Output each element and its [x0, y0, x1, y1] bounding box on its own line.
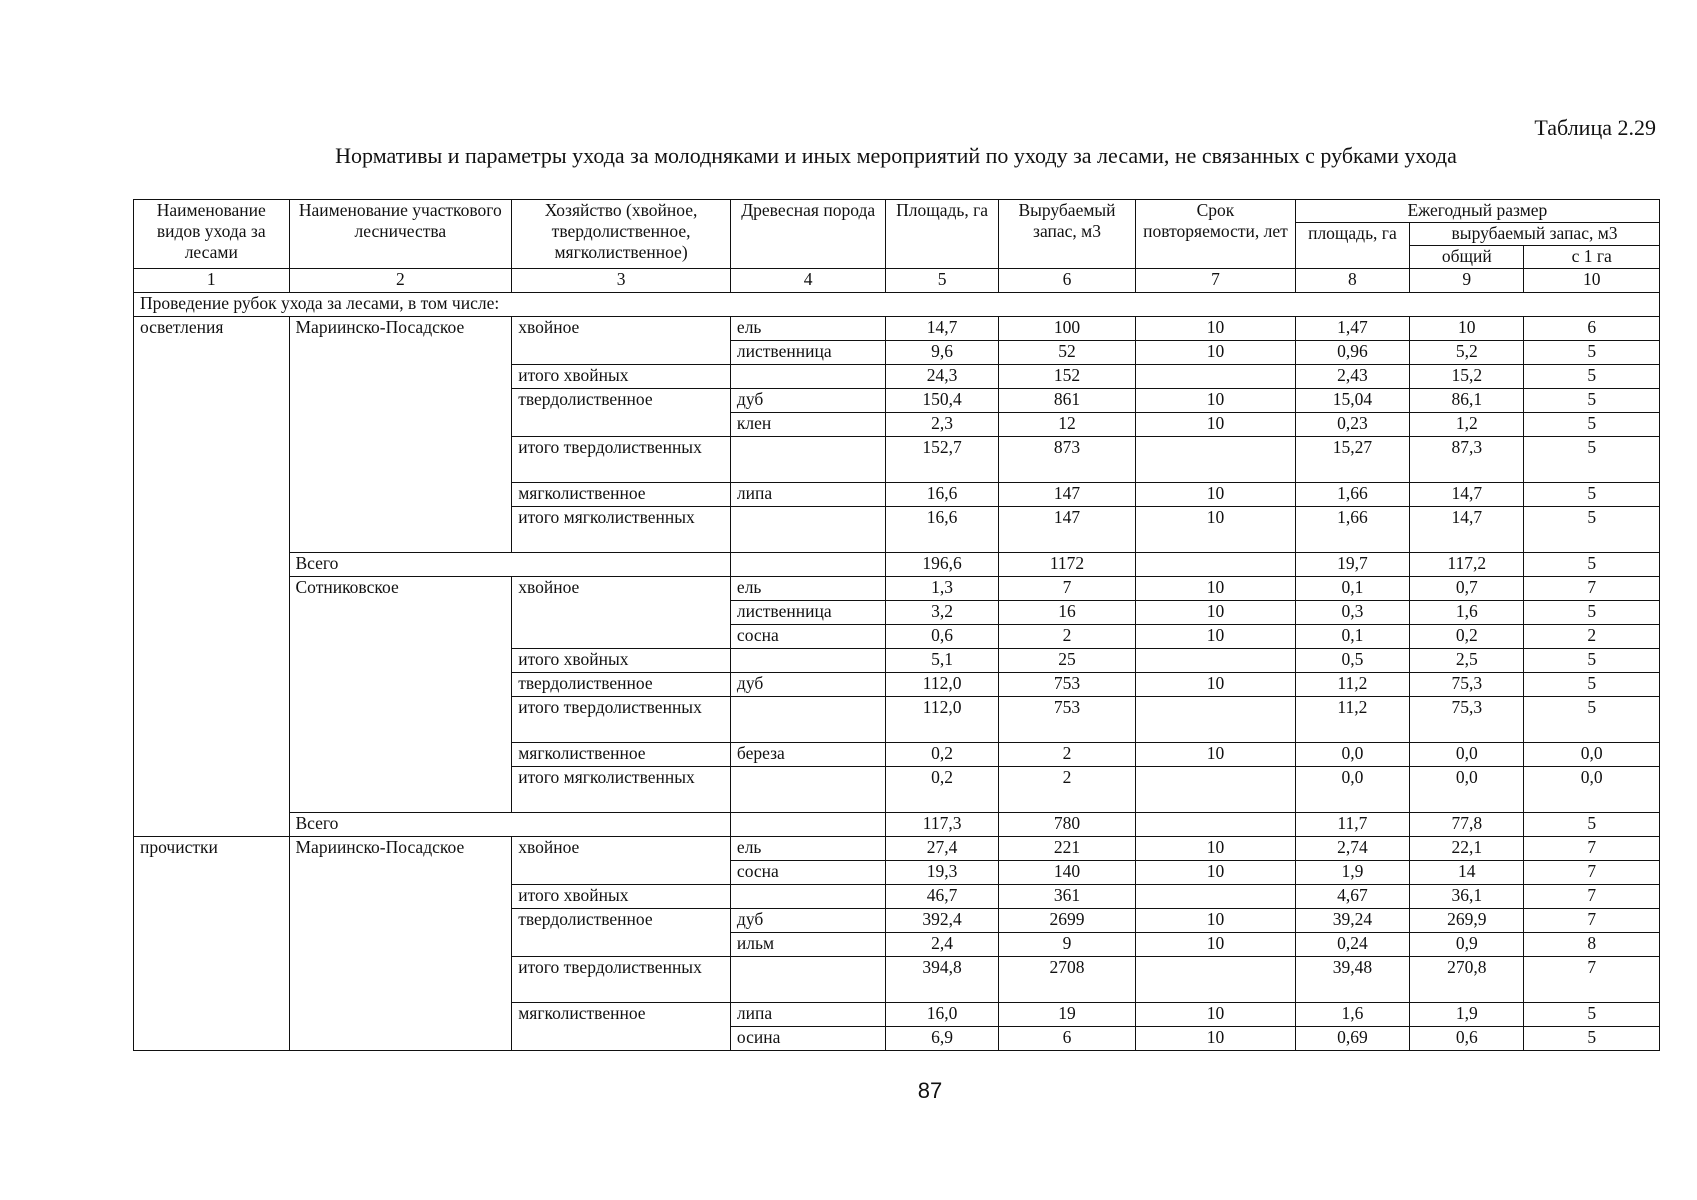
care-type-cell: осветления [134, 317, 290, 837]
annual-stock-per-ha-cell: 7 [1524, 957, 1660, 1003]
area-cell: 5,1 [886, 649, 998, 673]
area-cell: 9,6 [886, 341, 998, 365]
annual-area-cell: 0,1 [1295, 577, 1409, 601]
species-cell [730, 365, 886, 389]
farm-cell: итого твердолиственных [512, 957, 731, 1003]
period-cell: 10 [1136, 507, 1296, 553]
period-cell [1136, 885, 1296, 909]
annual-stock-total-cell: 2,5 [1410, 649, 1524, 673]
annual-area-cell: 0,24 [1295, 933, 1409, 957]
annual-stock-per-ha-cell: 8 [1524, 933, 1660, 957]
farm-cell: твердолиственное [512, 909, 731, 957]
stock-cell: 140 [998, 861, 1135, 885]
annual-stock-per-ha-cell: 7 [1524, 577, 1660, 601]
farm-cell: твердолиственное [512, 673, 731, 697]
annual-stock-per-ha-cell: 7 [1524, 837, 1660, 861]
farm-cell: мягколиственное [512, 1003, 731, 1051]
period-cell: 10 [1136, 837, 1296, 861]
col-num: 5 [886, 269, 998, 293]
farm-cell: итого хвойных [512, 649, 731, 673]
farm-cell: твердолиственное [512, 389, 731, 437]
stock-cell: 780 [998, 813, 1135, 837]
annual-stock-total-cell: 1,2 [1410, 413, 1524, 437]
farm-cell: итого хвойных [512, 885, 731, 909]
annual-stock-total-cell: 0,9 [1410, 933, 1524, 957]
table-caption: Нормативы и параметры ухода за молодняками и иных мероприятий по уходу за лесами, не связанных с рубками ухода [335, 143, 1457, 168]
species-cell: ильм [730, 933, 886, 957]
period-cell: 10 [1136, 317, 1296, 341]
annual-area-cell: 1,6 [1295, 1003, 1409, 1027]
stock-cell: 2699 [998, 909, 1135, 933]
annual-stock-total-cell: 0,6 [1410, 1027, 1524, 1051]
stock-cell: 2 [998, 767, 1135, 813]
annual-stock-total-cell: 269,9 [1410, 909, 1524, 933]
period-cell: 10 [1136, 1027, 1296, 1051]
species-cell: сосна [730, 625, 886, 649]
annual-stock-per-ha-cell: 5 [1524, 813, 1660, 837]
header-stock-total: общий [1410, 246, 1524, 269]
table-row [134, 837, 1660, 861]
area-cell: 196,6 [886, 553, 998, 577]
annual-stock-per-ha-cell: 0,0 [1524, 767, 1660, 813]
col-num: 7 [1136, 269, 1296, 293]
annual-area-cell: 11,7 [1295, 813, 1409, 837]
annual-stock-total-cell: 86,1 [1410, 389, 1524, 413]
period-cell [1136, 365, 1296, 389]
annual-area-cell: 1,47 [1295, 317, 1409, 341]
stock-cell: 2708 [998, 957, 1135, 1003]
annual-stock-per-ha-cell: 5 [1524, 365, 1660, 389]
farm-cell: итого твердолиственных [512, 437, 731, 483]
period-cell: 10 [1136, 413, 1296, 437]
farm-cell: мягколиственное [512, 743, 731, 767]
species-cell: береза [730, 743, 886, 767]
annual-area-cell: 2,74 [1295, 837, 1409, 861]
area-cell: 392,4 [886, 909, 998, 933]
annual-area-cell: 0,5 [1295, 649, 1409, 673]
period-cell [1136, 437, 1296, 483]
header-annual: Ежегодный размер [1295, 200, 1659, 223]
header-farm: Хозяйство (хвойное, твердолиственное, мягколиственное) [512, 200, 731, 269]
farm-cell: итого хвойных [512, 365, 731, 389]
area-cell: 112,0 [886, 697, 998, 743]
annual-stock-per-ha-cell: 5 [1524, 697, 1660, 743]
table-header [134, 200, 1660, 293]
species-cell: лиственница [730, 341, 886, 365]
species-cell [730, 649, 886, 673]
annual-stock-per-ha-cell: 5 [1524, 1027, 1660, 1051]
period-cell: 10 [1136, 909, 1296, 933]
annual-area-cell: 0,0 [1295, 743, 1409, 767]
col-num: 8 [1295, 269, 1409, 293]
area-cell: 24,3 [886, 365, 998, 389]
area-cell: 16,6 [886, 507, 998, 553]
column-numbers-row [134, 269, 1660, 293]
species-cell: клен [730, 413, 886, 437]
table-row [134, 317, 1660, 341]
annual-stock-total-cell: 22,1 [1410, 837, 1524, 861]
species-cell [730, 697, 886, 743]
header-area: Площадь, га [886, 200, 998, 269]
header-annual-area: площадь, га [1295, 223, 1409, 269]
area-cell: 6,9 [886, 1027, 998, 1051]
annual-stock-total-cell: 14,7 [1410, 507, 1524, 553]
stock-cell: 753 [998, 697, 1135, 743]
annual-stock-per-ha-cell: 0,0 [1524, 743, 1660, 767]
annual-area-cell: 1,66 [1295, 483, 1409, 507]
farm-cell: хвойное [512, 577, 731, 649]
forestry-total-cell: Всего [289, 813, 730, 837]
period-cell: 10 [1136, 743, 1296, 767]
annual-area-cell: 0,1 [1295, 625, 1409, 649]
period-cell: 10 [1136, 483, 1296, 507]
stock-cell: 861 [998, 389, 1135, 413]
farm-cell: мягколиственное [512, 483, 731, 507]
period-cell: 10 [1136, 389, 1296, 413]
farm-cell: итого мягколиственных [512, 507, 731, 553]
species-cell: осина [730, 1027, 886, 1051]
annual-stock-per-ha-cell: 7 [1524, 861, 1660, 885]
header-stock-per-ha: с 1 га [1524, 246, 1660, 269]
forest-care-table [133, 199, 1660, 1051]
annual-stock-total-cell: 0,0 [1410, 767, 1524, 813]
annual-stock-total-cell: 77,8 [1410, 813, 1524, 837]
species-cell: ель [730, 317, 886, 341]
col-num: 3 [512, 269, 731, 293]
header-annual-stock: вырубаемый запас, м3 [1410, 223, 1660, 246]
annual-area-cell: 1,9 [1295, 861, 1409, 885]
stock-cell: 2 [998, 625, 1135, 649]
section-row [134, 293, 1660, 317]
species-cell [730, 507, 886, 553]
area-cell: 2,4 [886, 933, 998, 957]
annual-stock-total-cell: 1,6 [1410, 601, 1524, 625]
annual-stock-total-cell: 0,7 [1410, 577, 1524, 601]
farm-cell: итого твердолиственных [512, 697, 731, 743]
stock-cell: 7 [998, 577, 1135, 601]
period-cell [1136, 697, 1296, 743]
col-num: 2 [289, 269, 512, 293]
header-care-type: Наименование видов ухода за лесами [134, 200, 290, 269]
table-row-total [134, 813, 1660, 837]
annual-area-cell: 19,7 [1295, 553, 1409, 577]
care-type-cell: прочистки [134, 837, 290, 1051]
period-cell: 10 [1136, 341, 1296, 365]
period-cell [1136, 813, 1296, 837]
stock-cell: 12 [998, 413, 1135, 437]
area-cell: 150,4 [886, 389, 998, 413]
annual-stock-total-cell: 14,7 [1410, 483, 1524, 507]
table-body [134, 293, 1660, 1051]
species-cell [730, 813, 886, 837]
header-species: Древесная порода [730, 200, 886, 269]
section-title: Проведение рубок ухода за лесами, в том числе: [134, 293, 1660, 317]
col-num: 9 [1410, 269, 1524, 293]
farm-cell: итого мягколиственных [512, 767, 731, 813]
stock-cell: 9 [998, 933, 1135, 957]
annual-stock-total-cell: 75,3 [1410, 673, 1524, 697]
species-cell: липа [730, 1003, 886, 1027]
annual-stock-total-cell: 36,1 [1410, 885, 1524, 909]
species-cell: липа [730, 483, 886, 507]
annual-area-cell: 0,96 [1295, 341, 1409, 365]
stock-cell: 753 [998, 673, 1135, 697]
stock-cell: 147 [998, 507, 1135, 553]
annual-area-cell: 4,67 [1295, 885, 1409, 909]
col-num: 1 [134, 269, 290, 293]
species-cell: сосна [730, 861, 886, 885]
stock-cell: 873 [998, 437, 1135, 483]
page-number: 87 [917, 1078, 943, 1103]
annual-area-cell: 15,27 [1295, 437, 1409, 483]
forestry-cell: Мариинско-Посадское [289, 317, 512, 553]
area-cell: 16,0 [886, 1003, 998, 1027]
period-cell: 10 [1136, 673, 1296, 697]
period-cell: 10 [1136, 861, 1296, 885]
col-num: 10 [1524, 269, 1660, 293]
annual-stock-per-ha-cell: 6 [1524, 317, 1660, 341]
period-cell [1136, 957, 1296, 1003]
annual-stock-total-cell: 5,2 [1410, 341, 1524, 365]
annual-stock-total-cell: 1,9 [1410, 1003, 1524, 1027]
stock-cell: 152 [998, 365, 1135, 389]
species-cell: дуб [730, 389, 886, 413]
annual-stock-total-cell: 117,2 [1410, 553, 1524, 577]
species-cell [730, 437, 886, 483]
annual-stock-per-ha-cell: 5 [1524, 673, 1660, 697]
table-label: Таблица 2.29 [1534, 115, 1656, 140]
species-cell [730, 553, 886, 577]
area-cell: 27,4 [886, 837, 998, 861]
table-row-total [134, 553, 1660, 577]
annual-area-cell: 11,2 [1295, 673, 1409, 697]
area-cell: 16,6 [886, 483, 998, 507]
annual-area-cell: 15,04 [1295, 389, 1409, 413]
forestry-cell: Мариинско-Посадское [289, 837, 512, 1051]
area-cell: 0,2 [886, 767, 998, 813]
annual-stock-per-ha-cell: 7 [1524, 909, 1660, 933]
annual-area-cell: 39,48 [1295, 957, 1409, 1003]
annual-stock-per-ha-cell: 5 [1524, 413, 1660, 437]
area-cell: 394,8 [886, 957, 998, 1003]
annual-stock-per-ha-cell: 5 [1524, 341, 1660, 365]
area-cell: 46,7 [886, 885, 998, 909]
annual-stock-per-ha-cell: 2 [1524, 625, 1660, 649]
stock-cell: 1172 [998, 553, 1135, 577]
period-cell: 10 [1136, 577, 1296, 601]
area-cell: 1,3 [886, 577, 998, 601]
stock-cell: 2 [998, 743, 1135, 767]
farm-cell: хвойное [512, 837, 731, 885]
annual-stock-per-ha-cell: 5 [1524, 483, 1660, 507]
stock-cell: 52 [998, 341, 1135, 365]
period-cell [1136, 767, 1296, 813]
annual-area-cell: 11,2 [1295, 697, 1409, 743]
annual-stock-total-cell: 10 [1410, 317, 1524, 341]
period-cell: 10 [1136, 933, 1296, 957]
area-cell: 0,2 [886, 743, 998, 767]
stock-cell: 221 [998, 837, 1135, 861]
species-cell [730, 885, 886, 909]
header-period: Срок повторяемости, лет [1136, 200, 1296, 269]
species-cell: дуб [730, 909, 886, 933]
annual-area-cell: 39,24 [1295, 909, 1409, 933]
annual-stock-per-ha-cell: 5 [1524, 1003, 1660, 1027]
annual-stock-total-cell: 270,8 [1410, 957, 1524, 1003]
forestry-cell: Сотниковское [289, 577, 512, 813]
annual-area-cell: 2,43 [1295, 365, 1409, 389]
stock-cell: 6 [998, 1027, 1135, 1051]
annual-stock-total-cell: 0,2 [1410, 625, 1524, 649]
annual-stock-total-cell: 14 [1410, 861, 1524, 885]
annual-area-cell: 1,66 [1295, 507, 1409, 553]
area-cell: 112,0 [886, 673, 998, 697]
stock-cell: 100 [998, 317, 1135, 341]
header-forestry: Наименование участкового лесничества [289, 200, 512, 269]
annual-stock-per-ha-cell: 5 [1524, 389, 1660, 413]
table-row [134, 577, 1660, 601]
species-cell: дуб [730, 673, 886, 697]
area-cell: 19,3 [886, 861, 998, 885]
species-cell: ель [730, 837, 886, 861]
annual-area-cell: 0,3 [1295, 601, 1409, 625]
species-cell: ель [730, 577, 886, 601]
species-cell [730, 957, 886, 1003]
area-cell: 152,7 [886, 437, 998, 483]
area-cell: 3,2 [886, 601, 998, 625]
period-cell: 10 [1136, 601, 1296, 625]
stock-cell: 361 [998, 885, 1135, 909]
annual-area-cell: 0,69 [1295, 1027, 1409, 1051]
annual-stock-per-ha-cell: 5 [1524, 507, 1660, 553]
area-cell: 2,3 [886, 413, 998, 437]
area-cell: 0,6 [886, 625, 998, 649]
annual-stock-total-cell: 0,0 [1410, 743, 1524, 767]
annual-stock-per-ha-cell: 5 [1524, 437, 1660, 483]
annual-stock-per-ha-cell: 5 [1524, 553, 1660, 577]
annual-stock-per-ha-cell: 7 [1524, 885, 1660, 909]
area-cell: 117,3 [886, 813, 998, 837]
col-num: 6 [998, 269, 1135, 293]
period-cell [1136, 649, 1296, 673]
annual-stock-total-cell: 15,2 [1410, 365, 1524, 389]
farm-cell: хвойное [512, 317, 731, 365]
species-cell [730, 767, 886, 813]
period-cell: 10 [1136, 625, 1296, 649]
area-cell: 14,7 [886, 317, 998, 341]
stock-cell: 16 [998, 601, 1135, 625]
annual-stock-per-ha-cell: 5 [1524, 601, 1660, 625]
stock-cell: 25 [998, 649, 1135, 673]
annual-stock-total-cell: 87,3 [1410, 437, 1524, 483]
stock-cell: 147 [998, 483, 1135, 507]
period-cell [1136, 553, 1296, 577]
period-cell: 10 [1136, 1003, 1296, 1027]
header-stock: Вырубаемый запас, м3 [998, 200, 1135, 269]
forestry-total-cell: Всего [289, 553, 730, 577]
annual-area-cell: 0,0 [1295, 767, 1409, 813]
species-cell: лиственница [730, 601, 886, 625]
annual-stock-total-cell: 75,3 [1410, 697, 1524, 743]
stock-cell: 19 [998, 1003, 1135, 1027]
annual-area-cell: 0,23 [1295, 413, 1409, 437]
annual-stock-per-ha-cell: 5 [1524, 649, 1660, 673]
col-num: 4 [730, 269, 886, 293]
